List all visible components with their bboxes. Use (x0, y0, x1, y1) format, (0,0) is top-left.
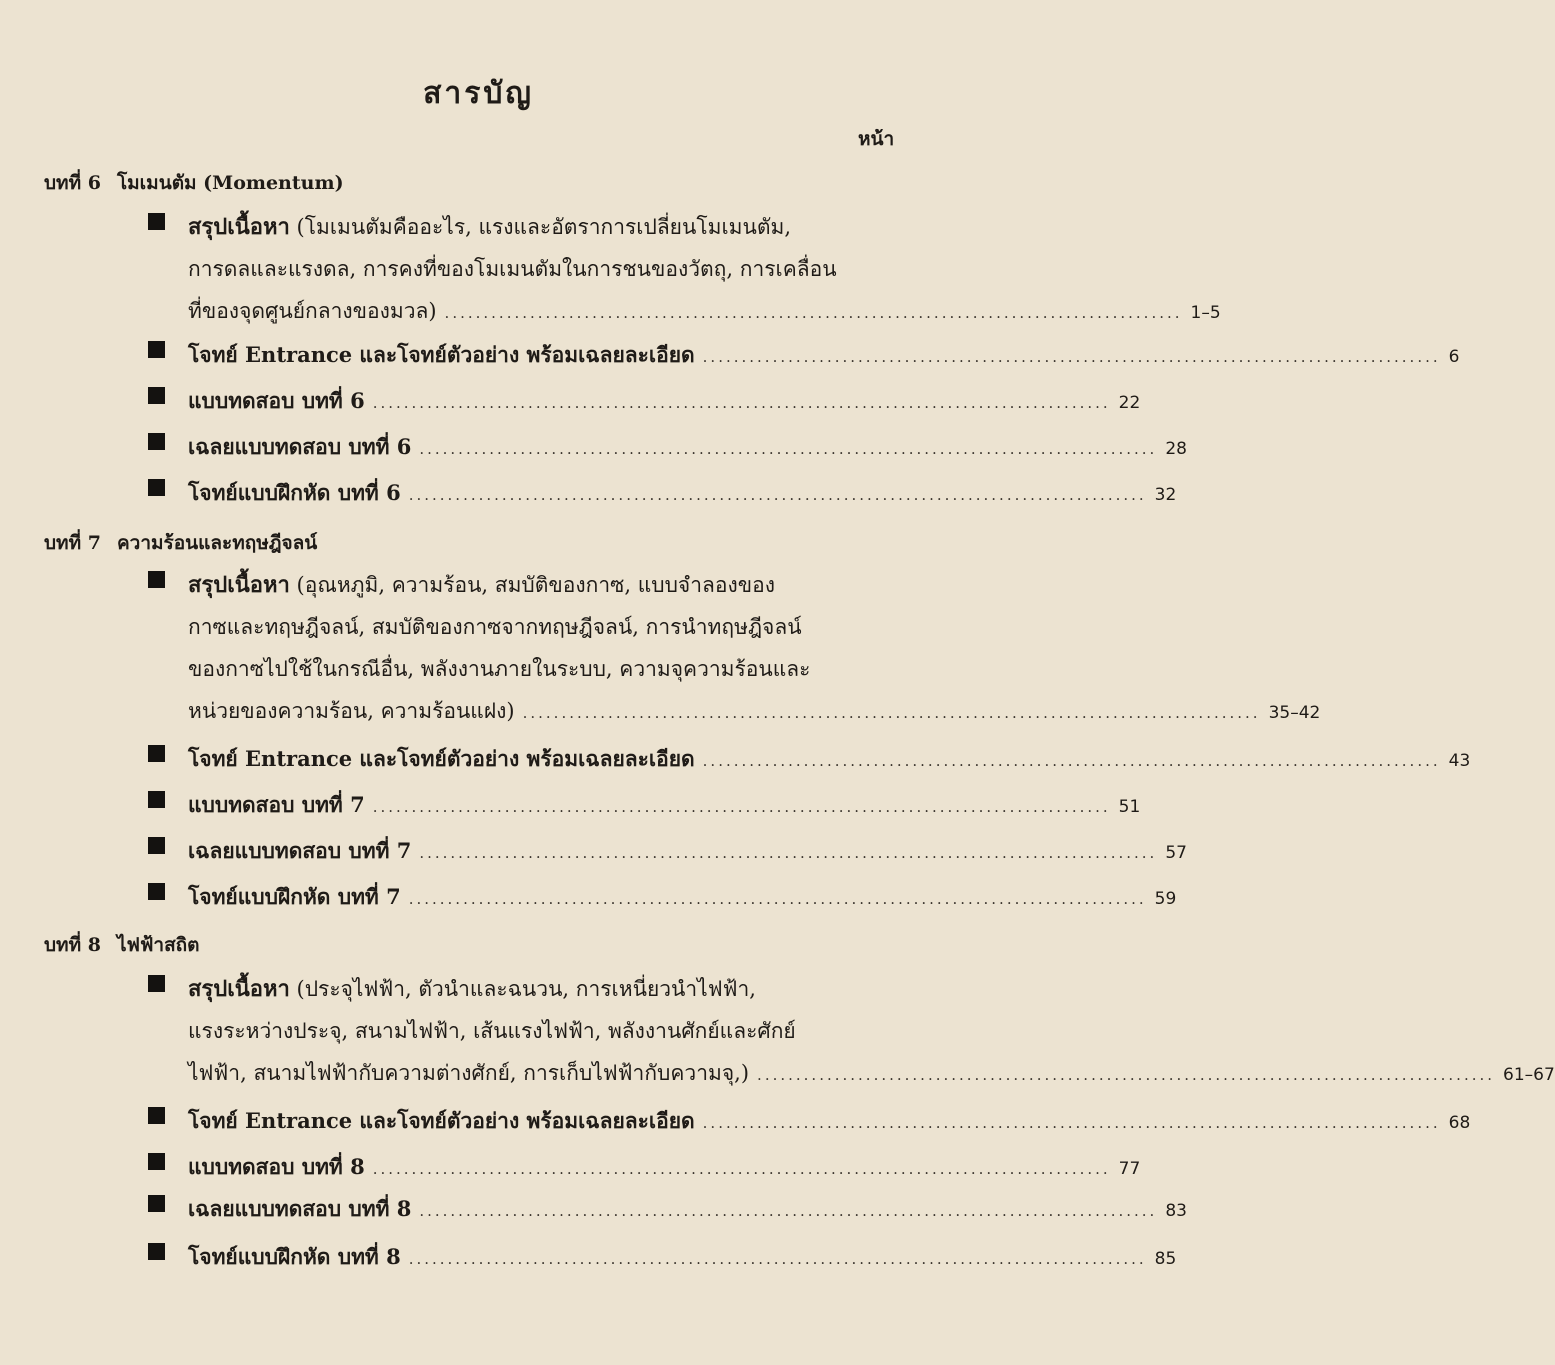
page-number: 6 (1448, 347, 1460, 367)
summary-line: ไฟฟ้า, สนามไฟฟ้ากับความต่างศักย์, การเก็บไฟฟ้ากับความจุ,) (188, 1061, 750, 1085)
dot-leader: ............................................................................................... (408, 1250, 1147, 1268)
dot-leader: ............................................................................................... (444, 304, 1183, 322)
square-bullet-icon (148, 433, 165, 450)
square-bullet-icon (148, 1153, 165, 1170)
page-number: 68 (1448, 1113, 1471, 1133)
page-number: 77 (1118, 1159, 1141, 1179)
toc-entry[interactable] (148, 830, 1187, 872)
page-number: 22 (1118, 393, 1141, 413)
entry-title: โจทย์ Entrance และโจทย์ตัวอย่าง พร้อมเฉลยละเอียด (188, 746, 695, 771)
chapter-heading (44, 528, 317, 558)
toc-entry[interactable] (148, 876, 1177, 918)
square-bullet-icon (148, 837, 165, 854)
dot-leader: ............................................................................................... (702, 1114, 1441, 1132)
toc-entry[interactable] (148, 1146, 1141, 1188)
dot-leader: ............................................................................................... (702, 348, 1441, 366)
square-bullet-icon (148, 571, 165, 588)
summary-line: การดลและแรงดล, การคงที่ของโมเมนตัมในการชนของวัตถุ, การเคลื่อน (188, 257, 837, 281)
entry-title: โจทย์ Entrance และโจทย์ตัวอย่าง พร้อมเฉลยละเอียด (188, 342, 695, 367)
entry-title: แบบทดสอบ บทที่ 8 (188, 1154, 365, 1179)
page-title: สารบัญ (423, 76, 534, 111)
summary-heading: สรุปเนื้อหา (188, 572, 290, 598)
summary-heading: สรุปเนื้อหา (188, 976, 290, 1002)
toc-entry[interactable] (148, 334, 1460, 376)
square-bullet-icon (148, 479, 165, 496)
dot-leader: ............................................................................................... (372, 798, 1111, 816)
chapter-label: บทที่ 6 (44, 172, 101, 194)
dot-leader: ............................................................................................... (419, 1202, 1158, 1220)
page-number: 83 (1165, 1201, 1187, 1221)
entry-title: โจทย์ Entrance และโจทย์ตัวอย่าง พร้อมเฉลยละเอียด (188, 1108, 695, 1133)
square-bullet-icon (148, 387, 165, 404)
square-bullet-icon (148, 745, 165, 762)
entry-title: โจทย์แบบฝึกหัด บทที่ 8 (188, 1244, 401, 1269)
dot-leader: ............................................................................................... (408, 486, 1147, 504)
entry-title: แบบทดสอบ บทที่ 6 (188, 388, 365, 413)
summary-line: (อุณหภูมิ, ความร้อน, สมบัติของกาซ, แบบจำลองของ (296, 573, 775, 597)
toc-entry[interactable] (148, 472, 1177, 514)
page-number: 59 (1154, 889, 1177, 909)
toc-entry[interactable] (148, 426, 1187, 468)
page-number: 85 (1154, 1249, 1177, 1269)
summary-line: ของกาซไปใช้ในกรณีอื่น, พลังงานภายในระบบ, ความจุความร้อนและ (188, 657, 811, 681)
square-bullet-icon (148, 1243, 165, 1260)
summary-line: หน่วยของความร้อน, ความร้อนแฝง) (188, 699, 515, 723)
toc-entry[interactable] (148, 380, 1141, 422)
dot-leader: ............................................................................................... (757, 1066, 1496, 1084)
page-number: 28 (1165, 439, 1187, 459)
dot-leader: ............................................................................................... (419, 844, 1158, 862)
chapter-name: ไฟฟ้าสถิต (116, 934, 200, 956)
square-bullet-icon (148, 341, 165, 358)
dot-leader: ............................................................................................... (408, 890, 1147, 908)
page-number: 32 (1154, 485, 1177, 505)
summary-entry[interactable] (148, 206, 1221, 332)
dot-leader: ............................................................................................... (522, 704, 1261, 722)
toc-entry[interactable] (148, 738, 1471, 780)
summary-line: ที่ของจุดศูนย์กลางของมวล) (188, 299, 437, 323)
page-column-label: หน้า (858, 128, 895, 150)
square-bullet-icon (148, 975, 165, 992)
dot-leader: ............................................................................................... (372, 1160, 1111, 1178)
entry-title: แบบทดสอบ บทที่ 7 (188, 792, 365, 817)
entry-title: เฉลยแบบทดสอบ บทที่ 8 (188, 1196, 412, 1221)
summary-line: แรงระหว่างประจุ, สนามไฟฟ้า, เส้นแรงไฟฟ้า, พลังงานศักย์และศักย์ (188, 1019, 796, 1043)
page-number: 61–67 (1503, 1065, 1555, 1085)
entry-title: เฉลยแบบทดสอบ บทที่ 7 (188, 838, 412, 863)
toc-entry[interactable] (148, 1188, 1187, 1230)
summary-line: (โมเมนตัมคืออะไร, แรงและอัตราการเปลี่ยนโมเมนตัม, (296, 215, 791, 239)
summary-entry[interactable] (148, 968, 1555, 1094)
chapter-heading (44, 930, 200, 960)
summary-heading: สรุปเนื้อหา (188, 214, 290, 240)
entry-title: โจทย์แบบฝึกหัด บทที่ 6 (188, 480, 401, 505)
summary-line: กาซและทฤษฎีจลน์, สมบัติของกาซจากทฤษฎีจลน์, การนำทฤษฎีจลน์ (188, 615, 802, 639)
square-bullet-icon (148, 1107, 165, 1124)
page-number: 43 (1448, 751, 1471, 771)
dot-leader: ............................................................................................... (372, 394, 1111, 412)
entry-title: เฉลยแบบทดสอบ บทที่ 6 (188, 434, 412, 459)
chapter-label: บทที่ 7 (44, 532, 101, 554)
toc-entry[interactable] (148, 784, 1141, 826)
dot-leader: ............................................................................................... (702, 752, 1441, 770)
summary-entry[interactable] (148, 564, 1321, 732)
page-number: 51 (1118, 797, 1141, 817)
chapter-name: โมเมนตัม (Momentum) (116, 172, 344, 194)
summary-line: (ประจุไฟฟ้า, ตัวนำและฉนวน, การเหนี่ยวนำไฟฟ้า, (296, 977, 756, 1001)
entry-title: โจทย์แบบฝึกหัด บทที่ 7 (188, 884, 401, 909)
toc-entry[interactable] (148, 1100, 1471, 1142)
page-number: 57 (1165, 843, 1187, 863)
chapter-heading (44, 168, 344, 198)
square-bullet-icon (148, 213, 165, 230)
square-bullet-icon (148, 883, 165, 900)
page-number: 1–5 (1190, 303, 1221, 323)
dot-leader: ............................................................................................... (419, 440, 1158, 458)
chapter-name: ความร้อนและทฤษฎีจลน์ (116, 532, 318, 554)
square-bullet-icon (148, 1195, 165, 1212)
chapter-label: บทที่ 8 (44, 934, 101, 956)
page-number: 35–42 (1268, 703, 1321, 723)
toc-entry[interactable] (148, 1236, 1177, 1278)
square-bullet-icon (148, 791, 165, 808)
